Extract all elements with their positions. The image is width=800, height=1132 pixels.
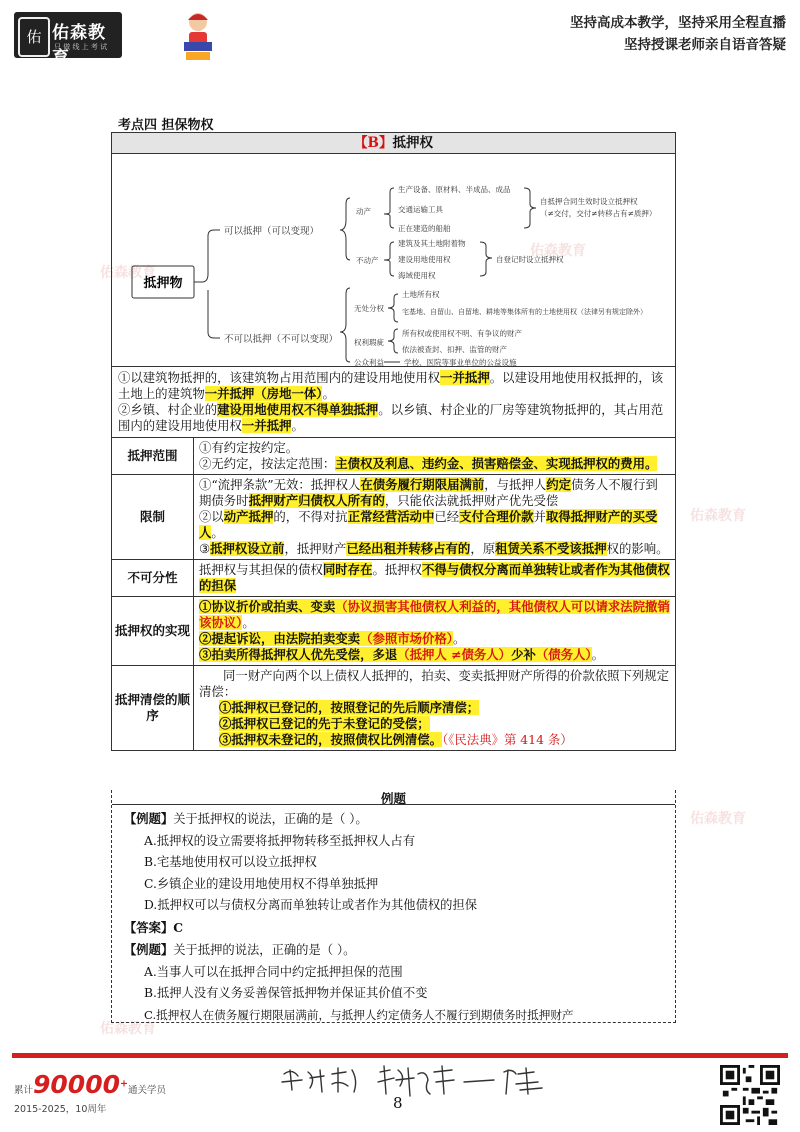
section-title: 考点四 担保物权 <box>118 118 214 133</box>
limit-highlight: 正常经营活动中 <box>347 509 435 524</box>
real-text: 。 <box>591 647 605 662</box>
diagram-movable-note: （≠交付，交付≠转移占有≠质押） <box>540 209 657 218</box>
footer-stats <box>14 1070 166 1099</box>
logo-subtitle: 只 做 线 上 考 试 <box>54 43 108 51</box>
row-label: 抵押清偿的顺序 <box>112 666 194 751</box>
diagram-immovable-item: 建筑及其土地附着物 <box>398 239 466 248</box>
limit-highlight: 动产抵押 <box>223 509 274 524</box>
classification-diagram <box>112 154 676 367</box>
question-1 <box>124 808 672 831</box>
note-highlight: 一并抵押（房地一体） <box>204 386 323 401</box>
real-red-note: （债务人） <box>535 647 592 662</box>
limit-text: 。 <box>211 525 224 540</box>
option: B.抵押人没有义务妥善保管抵押物并保证其价值不变 <box>144 986 428 1000</box>
limit-text: 的，不得对抗 <box>273 509 348 524</box>
row-label: 抵押范围 <box>112 438 194 475</box>
limit-text: ，抵押财产 <box>284 541 347 556</box>
limit-highlight: 租赁关系不受该抵押 <box>495 541 607 556</box>
real-line-3 <box>199 647 670 663</box>
note-2 <box>118 402 669 434</box>
limit-content <box>194 475 676 560</box>
footer-divider <box>12 1053 788 1058</box>
answer-text: C <box>173 919 183 935</box>
order-highlight: ①抵押权已登记的，按照登记的先后顺序清偿； <box>219 700 480 715</box>
watermark: 佑森教育 <box>690 508 746 524</box>
limit-text: 已经 <box>434 509 460 524</box>
diagram-movable: 动产 <box>356 207 371 216</box>
diagram-immovable: 不动产 <box>356 256 379 265</box>
note-highlight: 一并抵押 <box>241 418 292 433</box>
realization-row <box>112 597 676 666</box>
limit-highlight: 取得抵押财产的买受人 <box>199 509 658 540</box>
option: A.当事人可以在抵押合同中约定抵押担保的范围 <box>144 964 403 979</box>
diagram-ownership-item: 土地所有权 <box>402 290 440 299</box>
table-title-row <box>112 133 676 154</box>
limit-text: ②以 <box>199 509 224 524</box>
order-intro: 同一财产向两个以上债权人抵押的，拍卖、变卖抵押财产所得的价款依照下列规定清偿： <box>199 668 670 699</box>
scope-line-1: ①有约定按约定。 <box>199 440 299 455</box>
indivisibility-content <box>194 560 676 597</box>
option: D.抵押权可以与债权分离而单独转让或者作为其他债权的担保 <box>144 898 478 912</box>
limit-highlight: 约定 <box>546 477 571 492</box>
limit-text: ，与抵押人 <box>484 477 547 492</box>
diagram-dispute-item: 依法被查封、扣押、监管的财产 <box>402 345 507 354</box>
scope-line-2 <box>199 456 670 472</box>
law-reference: （《民法典》第 414 条） <box>442 732 573 747</box>
real-highlight: ②提起诉讼，由法院拍卖变卖 <box>199 631 361 646</box>
header-slogan <box>570 12 786 56</box>
question-text: 关于抵押权的说法，正确的是（ ）。 <box>173 812 368 826</box>
example-box <box>111 790 676 1023</box>
option: C.乡镇企业的建设用地使用权不得单独抵押 <box>144 876 379 891</box>
real-highlight: 少补 <box>511 647 536 662</box>
diagram-movable-note: 自抵押合同生效时设立抵押权 <box>540 197 638 206</box>
real-text: 。 <box>453 631 466 646</box>
limit-highlight: 抵押权设立前 <box>210 541 285 556</box>
table-title-text: 抵押权 <box>392 135 433 151</box>
diagram-cannot-mortgage: 不可以抵押（不可以变现） <box>224 334 339 345</box>
diagram-immovable-note: 自登记时设立抵押权 <box>496 255 564 264</box>
scope-row <box>112 438 676 475</box>
logo-name: 佑森教育 <box>52 23 106 68</box>
option: A.抵押权的设立需要将抵押物转移至抵押权人占有 <box>144 833 416 848</box>
indiv-highlight: 不得与债权分离而单独转让或者作为其他债权的担保 <box>199 562 670 593</box>
order-line-3 <box>199 732 670 748</box>
order-line-1 <box>199 700 670 716</box>
watermark: 佑森教育 <box>100 1021 156 1037</box>
answer-tag: 【答案】 <box>124 919 174 935</box>
limit-highlight: 支付合理价款 <box>459 509 534 524</box>
limit-highlight: 在债务履行期限届满前 <box>360 477 485 492</box>
qr-code-icon <box>720 1065 780 1125</box>
diagram-can-mortgage: 可以抵押（可以变现） <box>224 226 320 237</box>
scope-text: ②无约定，按法定范围： <box>199 456 336 471</box>
watermark: 佑森教育 <box>530 243 586 259</box>
limit-text: ，原 <box>470 541 496 556</box>
diagram-immovable-item: 海域使用权 <box>398 271 436 280</box>
diagram-root: 抵押物 <box>143 276 183 291</box>
grade-tag: 【B】 <box>354 135 393 151</box>
note-1 <box>118 370 669 402</box>
real-text: 。 <box>242 615 255 630</box>
limit-line-2 <box>199 509 670 541</box>
limit-text: ①“流押条款”无效：抵押权人 <box>199 477 361 492</box>
note-text: ②乡镇、村企业的 <box>118 402 218 417</box>
footer-count: 90000 <box>33 1070 120 1099</box>
mascot-icon <box>178 8 218 64</box>
row-label: 抵押权的实现 <box>112 597 194 666</box>
answer-1 <box>124 917 672 940</box>
footer-plus: + <box>120 1078 128 1090</box>
diagram-public-item: 学校、医院等事业单位的公益设施 <box>404 358 517 366</box>
order-row <box>112 666 676 751</box>
real-line-1 <box>199 599 670 631</box>
example-title-bar <box>112 790 675 805</box>
page-header <box>0 0 800 70</box>
diagram-ownership: 无处分权 <box>354 304 384 313</box>
order-content <box>194 666 676 751</box>
indiv-text: 抵押权与其担保的债权 <box>199 562 323 577</box>
question-text: 关于抵押的说法，正确的是（ ）。 <box>173 943 356 957</box>
slogan-line-2: 坚持授课老师亲自语音答疑 <box>624 37 786 53</box>
order-highlight: ③抵押权未登记的，按照债权比例清偿。 <box>219 732 443 747</box>
house-land-notes <box>112 367 676 438</box>
question-tag: 【例题】 <box>124 942 174 957</box>
mortgage-table <box>111 132 676 751</box>
table-title <box>112 133 676 154</box>
scope-highlight: 主债权及利息、违约金、损害赔偿金、实现抵押权的费用。 <box>335 456 658 471</box>
diagram-dispute: 权利瑕疵 <box>354 338 384 347</box>
note-text: 。以乡镇、村企业的厂房等建筑物抵押的，其占用范围内的建设用地使用权 <box>118 402 664 433</box>
limit-highlight: 已经出租并转移占有的 <box>346 541 471 556</box>
diagram-immovable-item: 建设用地使用权 <box>398 255 451 264</box>
slogan-line-1: 坚持高成本教学，坚持采用全程直播 <box>570 15 786 31</box>
limit-highlight: 抵押财产归债权人所有的 <box>248 493 385 508</box>
watermark: 佑森教育 <box>100 265 156 281</box>
example-content <box>124 808 672 1026</box>
footer-suffix: 通关学员 <box>127 1085 166 1096</box>
logo-seal-icon: 佑 <box>18 17 50 57</box>
limit-text: ③ <box>199 541 211 556</box>
diagram-public: 公众利益 <box>354 358 384 366</box>
example-title: 例题 <box>380 791 406 806</box>
watermark: 佑森教育 <box>690 811 746 827</box>
calligraphy-signature <box>280 1064 550 1100</box>
real-line-2 <box>199 631 670 647</box>
question-tag: 【例题】 <box>124 811 174 826</box>
footer-prefix: 累计 <box>14 1085 34 1096</box>
limit-line-3 <box>199 541 670 557</box>
note-highlight: 建设用地使用权不得单独抵押 <box>217 402 379 417</box>
limit-text: 债务人不履行到期债务时 <box>199 477 658 508</box>
row-label: 限制 <box>112 475 194 560</box>
diagram-svg <box>112 154 675 366</box>
note-text: 。 <box>291 418 304 433</box>
diagram-movable-item: 交通运输工具 <box>398 205 443 214</box>
real-highlight: ①协议折价或拍卖、变卖 <box>199 599 336 614</box>
note-highlight: 一并抵押 <box>440 370 490 385</box>
page-number: 8 <box>393 1094 403 1112</box>
diagram-movable-item: 正在建造的船舶 <box>398 224 451 233</box>
diagram-movable-item: 生产设备、原材料、半成品、成品 <box>398 185 511 194</box>
real-red-note: （协议损害其他债权人利益的，其他债权人可以请求法院撤销该协议） <box>199 599 670 630</box>
limit-row <box>112 475 676 560</box>
note-text: 。 <box>322 386 335 401</box>
note-text: 。以建设用地使用权抵押的，该土地上的建筑物 <box>118 370 664 401</box>
order-highlight: ②抵押权已登记的先于未登记的受偿； <box>219 716 430 731</box>
limit-text: 权的影响。 <box>606 541 669 556</box>
indivisibility-row <box>112 560 676 597</box>
note-text: ①以建筑物抵押的，该建筑物占用范围内的建设用地使用权 <box>118 370 441 385</box>
limit-text: ，只能依法就抵押财产优先受偿 <box>384 493 559 508</box>
diagram-ownership-item: 宅基地、自留山、自留地、耕地等集体所有的土地使用权（法律另有规定除外） <box>402 308 647 316</box>
real-highlight: ③拍卖所得抵押权人优先受偿，多退 <box>199 647 398 662</box>
limit-line-1 <box>199 477 670 509</box>
question-2 <box>124 939 672 962</box>
option: C.抵押权人在债务履行期限届满前，与抵押人约定债务人不履行到期债务时抵押财产 <box>144 1007 574 1022</box>
brand-logo <box>14 12 122 68</box>
row-label: 不可分性 <box>112 560 194 597</box>
scope-content <box>194 438 676 475</box>
indiv-text: 。抵押权 <box>372 562 423 577</box>
real-red-note: （抵押人 ≠债务人） <box>397 647 512 662</box>
limit-text: 并 <box>533 509 546 524</box>
indiv-highlight: 同时存在 <box>322 562 373 577</box>
real-red-note: （参照市场价格） <box>360 631 454 646</box>
option: B.宅基地使用权可以设立抵押权 <box>144 855 317 869</box>
diagram-dispute-item: 所有权或使用权不明、有争议的财产 <box>402 329 522 338</box>
order-line-2 <box>199 716 670 732</box>
realization-content <box>194 597 676 666</box>
footer-years: 2015-2025，10周年 <box>14 1104 107 1115</box>
